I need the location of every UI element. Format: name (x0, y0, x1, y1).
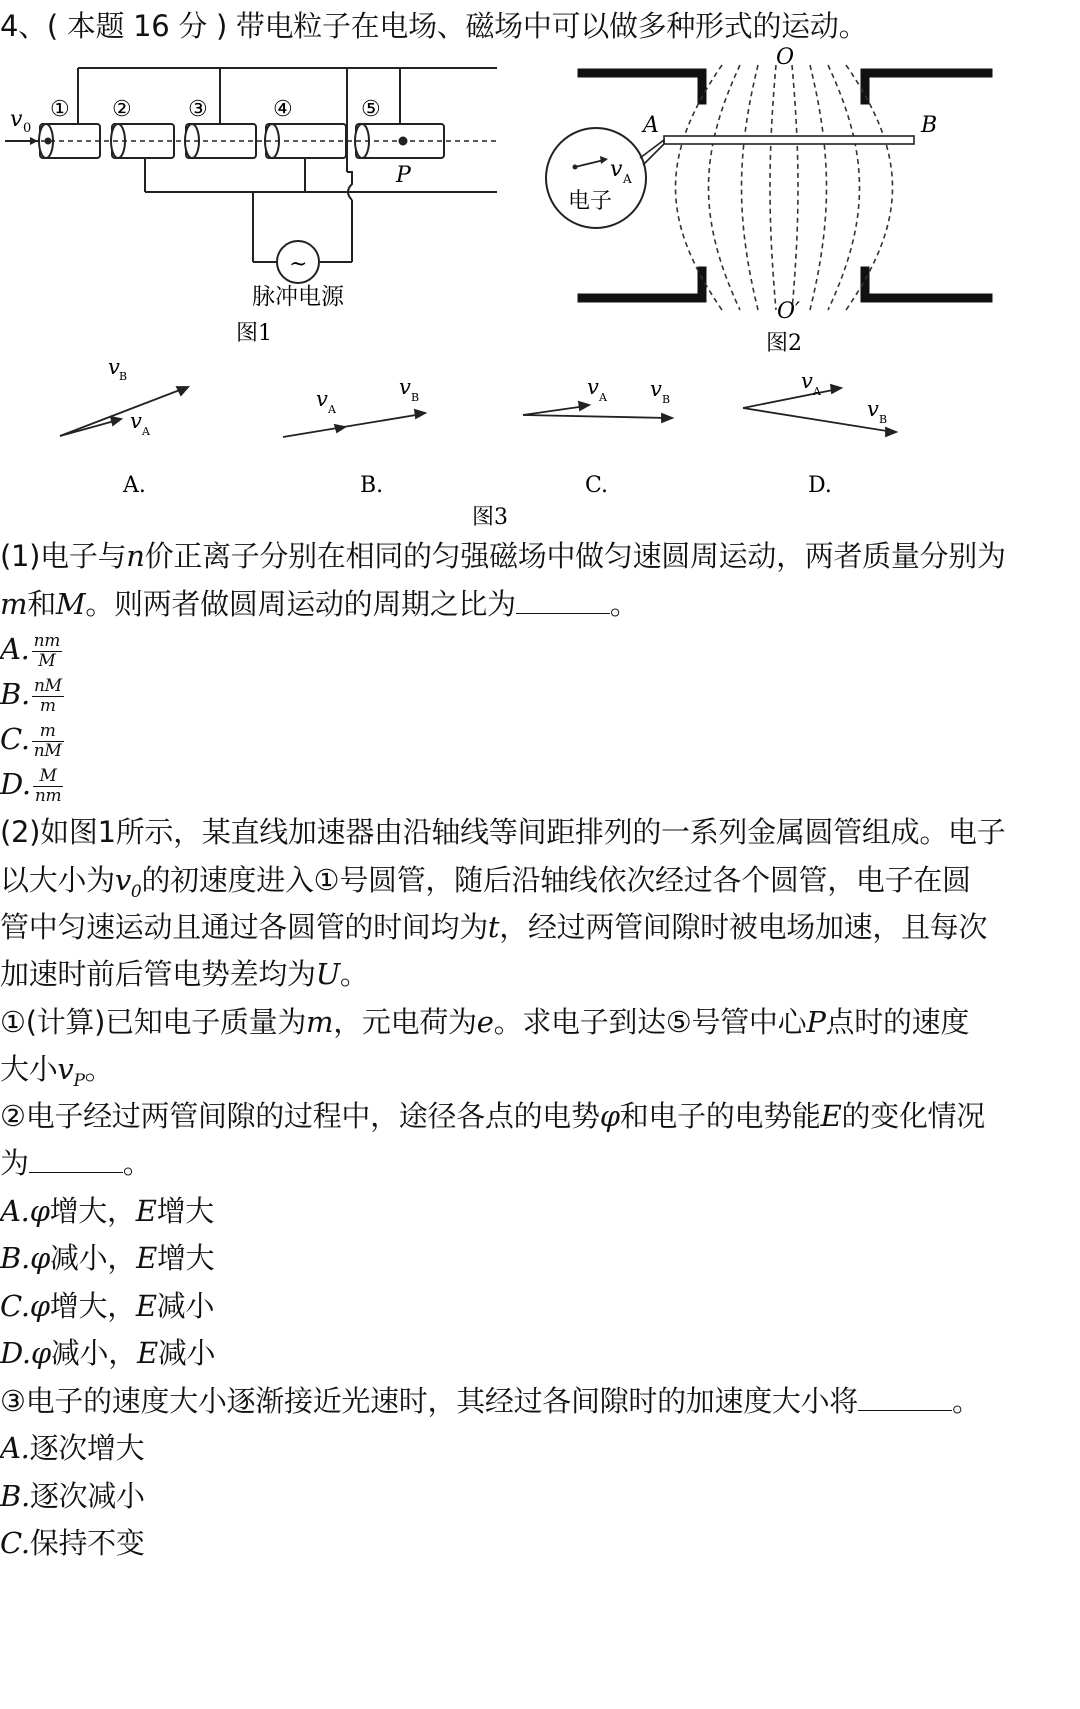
q2-sub2-option-a: A.φ增大，E增大 (0, 1194, 214, 1228)
fig3-option-c: C. (585, 473, 609, 498)
figure-3-caption: 图3 (472, 505, 508, 530)
fig3-a-vb: v (108, 355, 120, 379)
q2-sub2-option-d: D.φ减小，E减小 (0, 1336, 216, 1370)
answer-blank[interactable] (516, 587, 610, 614)
q2-sub2-option-b: B.φ减小，E增大 (0, 1241, 215, 1275)
tube-2-label: ② (112, 97, 132, 122)
field-lines (676, 65, 893, 310)
q2-sub3-option-c: C.保持不变 (0, 1526, 145, 1560)
fig3-c-vb-sub: B (662, 393, 671, 406)
fig3-b-va: v (316, 387, 328, 411)
q1-option-a: A. $\frac{nm}{M}$ (0, 630, 61, 671)
fig3-a-va-sub: A (142, 425, 150, 438)
q2-sub3-stem: ③电子的速度大小逐渐接近光速时，其经过各间隙时的加速度大小将 。 (0, 1384, 981, 1418)
figure-2-caption: 图2 (766, 331, 802, 356)
q2-sub1-line-2: 大小$v_P$。 (0, 1052, 114, 1091)
va-subscript: A (623, 172, 632, 186)
fig3-a-va: v (130, 409, 142, 433)
tube-4-label: ④ (273, 97, 293, 122)
point-a-label: A (643, 113, 659, 138)
q1-option-b: B. $\frac{nM}{m}$ (0, 675, 62, 716)
electron-label: 电子 (568, 189, 613, 214)
figure-2-field-lines (540, 40, 1010, 362)
q2-stem-line-4: 加速时前后管电势差均为U。 (0, 957, 369, 991)
fig3-d-vb: v (867, 397, 879, 421)
q1-stem-line-1: (1)电子与n价正离子分别在相同的匀强磁场中做匀速圆周运动，两者质量分别为 (0, 539, 1006, 573)
q1-option-c: C. $\frac{m}{nM}$ (0, 720, 62, 761)
fig3-d-va: v (801, 369, 813, 393)
answer-blank[interactable] (29, 1146, 123, 1173)
question-header: 4、( 本题 16 分 ) 带电粒子在电场、磁场中可以做多种形式的运动。 (0, 9, 868, 43)
tube-5-label: ⑤ (361, 97, 381, 122)
fig3-d-va-sub: A (813, 385, 821, 398)
o-bottom-label: O′ (777, 299, 801, 324)
q2-sub2-line-2: 为 。 (0, 1146, 152, 1180)
figure-1-caption: 图1 (236, 321, 272, 346)
fig3-option-b: B. (360, 473, 384, 498)
fig3-option-a: A. (123, 473, 146, 498)
q2-stem-line-1: (2)如图1所示，某直线加速器由沿轴线等间距排列的一系列金属圆管组成。电子 (0, 815, 1006, 849)
q1-stem-line-2: m和M。则两者做圆周运动的周期之比为 。 (0, 587, 639, 621)
v0-subscript: 0 (23, 121, 32, 136)
q2-sub1-line-1: ①(计算)已知电子质量为m，元电荷为e。求电子到达⑤号管中心P点时的速度 (0, 1005, 970, 1039)
ac-source-symbol: ~ (289, 252, 308, 277)
fig3-a-vb-sub: B (119, 370, 128, 383)
pulse-source-label: 脉冲电源 (252, 284, 344, 310)
fig3-d-vb-sub: B (879, 413, 888, 426)
fig3-c-vb: v (650, 377, 662, 401)
q2-stem-line-2: 以大小为$v_0$的初速度进入①号圆管，随后沿轴线依次经过各个圆管，电子在圆 (0, 863, 971, 902)
answer-blank[interactable] (858, 1384, 952, 1411)
q2-stem-line-3: 管中匀速运动且通过各圆管的时间均为t，经过两管间隙时被电场加速，且每次 (0, 910, 988, 944)
fig3-c-va-sub: A (599, 391, 607, 404)
va-label: v (610, 157, 623, 182)
q2-sub2-line-1: ②电子经过两管间隙的过程中，途径各点的电势φ和电子的电势能E的变化情况 (0, 1099, 986, 1133)
figure-1-linear-accelerator (0, 52, 540, 352)
fig3-b-vb: v (399, 375, 411, 399)
o-top-label: O (776, 45, 795, 70)
q2-sub3-option-a: A.逐次增大 (0, 1431, 145, 1465)
q1-option-d: D. $\frac{M}{nm}$ (0, 765, 62, 806)
fig3-b-va-sub: A (328, 403, 336, 416)
tube-3-label: ③ (188, 97, 208, 122)
v0-label: v (10, 107, 23, 132)
tube-1-label: ① (50, 97, 70, 122)
q2-sub2-option-c: C.φ增大，E减小 (0, 1289, 215, 1323)
figure-3-velocity-options (0, 352, 960, 532)
point-p-label: P (396, 163, 411, 188)
point-b-label: B (921, 113, 938, 138)
fig3-c-va: v (587, 375, 599, 399)
fig3-b-vb-sub: B (411, 391, 420, 404)
q2-sub3-option-b: B.逐次减小 (0, 1479, 145, 1513)
fig3-option-d: D. (808, 473, 832, 498)
